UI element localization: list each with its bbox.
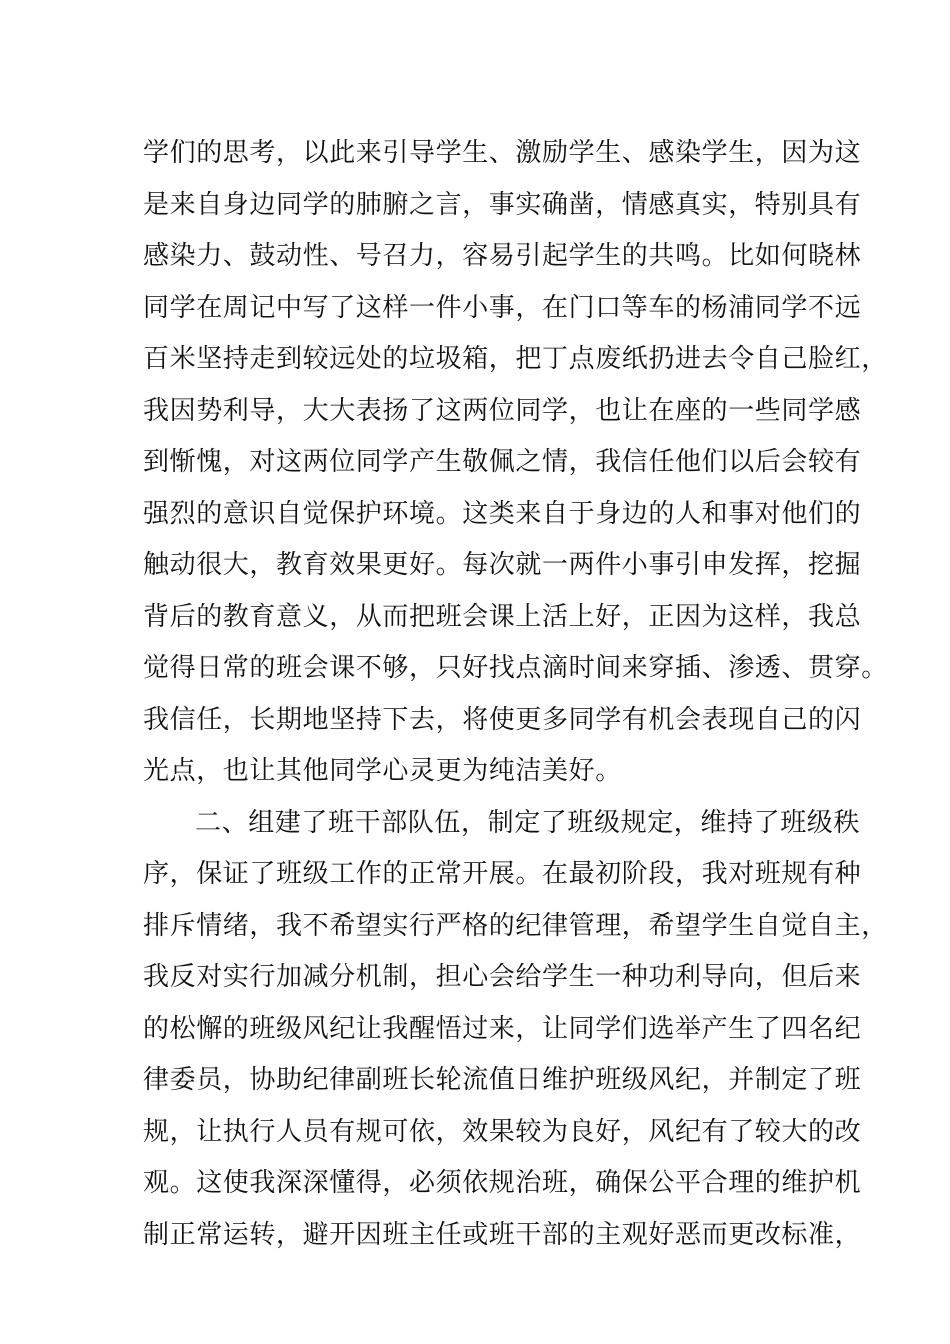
text-line: 触动很大，教育效果更好。每次就一两件小事引申发挥，挖掘 (143, 550, 862, 580)
text-line: 我反对实行加减分机制，担心会给学生一种功利导向，但后来 (143, 962, 862, 992)
text-line: 同学在周记中写了这样一件小事，在门口等车的杨浦同学不远 (143, 292, 862, 323)
body-text (143, 128, 888, 1261)
text-line: 感染力、鼓动性、号召力，容易引起学生的共鸣。比如何晓林 (143, 241, 862, 271)
text-line: 学们的思考，以此来引导学生、激励学生、感染学生，因为这 (143, 138, 862, 168)
text-line: 强烈的意识自觉保护环境。这类来自于身边的人和事对他们的 (143, 498, 862, 529)
text-line: 背后的教育意义，从而把班会课上活上好，正因为这样，我总 (143, 601, 862, 632)
text-line: 观。这使我深深懂得，必须依规治班，确保公平合理的维护机 (143, 1168, 862, 1198)
text-line: 到惭愧，对这两位同学产生敬佩之情，我信任他们以后会较有 (143, 447, 862, 477)
text-line: 规，让执行人员有规可依，效果较为良好，风纪有了较大的改 (143, 1116, 862, 1147)
text-line: 百米坚持走到较远处的垃圾箱，把丁点废纸扔进去令自己脸红， (143, 344, 888, 374)
text-line: 我因势利导，大大表扬了这两位同学，也让在座的一些同学感 (143, 395, 862, 426)
text-line: 的松懈的班级风纪让我醒悟过来，让同学们选举产生了四名纪 (143, 1013, 862, 1044)
text-line: 觉得日常的班会课不够，只好找点滴时间来穿插、渗透、贯穿。 (143, 653, 888, 683)
text-line: 制正常运转，避开因班主任或班干部的主观好恶而更改标准， (143, 1219, 862, 1250)
text-line: 序，保证了班级工作的正常开展。在最初阶段，我对班规有种 (143, 859, 862, 889)
text-line: 排斥情绪，我不希望实行严格的纪律管理，希望学生自觉自主， (143, 910, 888, 941)
text-line: 是来自身边同学的肺腑之言，事实确凿，情感真实，特别具有 (143, 189, 862, 220)
text-line: 律委员，协助纪律副班长轮流值日维护班级风纪，并制定了班 (143, 1065, 862, 1095)
text-line: 我信任，长期地坚持下去，将使更多同学有机会表现自己的闪 (143, 704, 862, 735)
text-line: 光点，也让其他同学心灵更为纯洁美好。 (143, 756, 622, 786)
paragraph-start-line: 二、组建了班干部队伍，制定了班级规定，维持了班级秩 (195, 807, 861, 838)
